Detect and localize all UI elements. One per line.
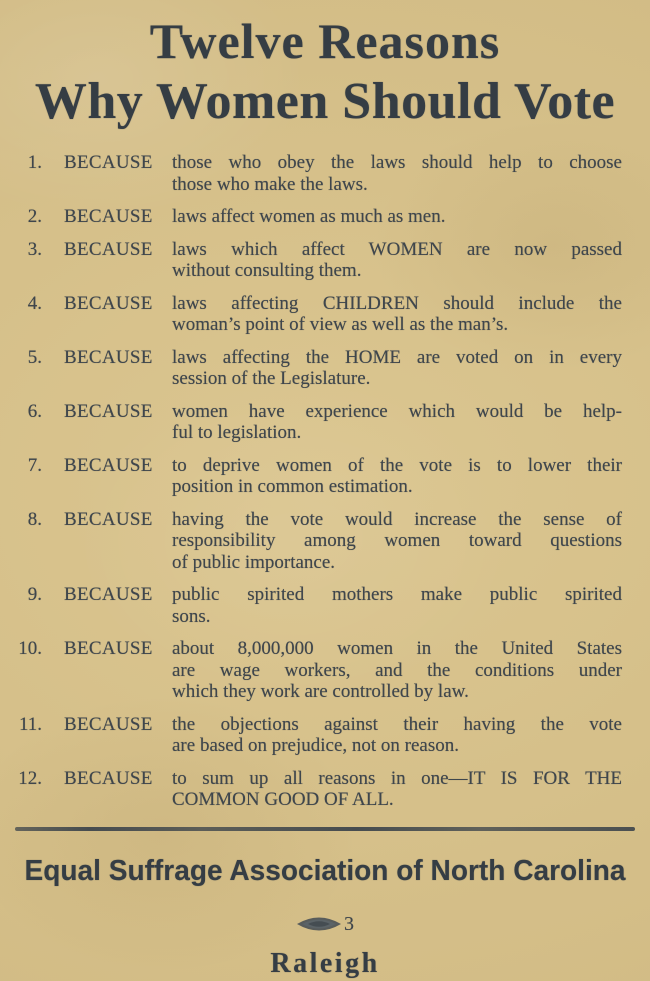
reason-text [172, 584, 622, 627]
reason-number: 12. [18, 767, 42, 789]
reason-row [6, 714, 622, 757]
reason-text-line: the objections against their having the vote [172, 713, 622, 735]
reason-keyword: BECAUSE [64, 454, 153, 476]
reason-row [6, 768, 622, 811]
reason-number: 6. [27, 400, 42, 422]
reason-number: 10. [18, 638, 42, 659]
reason-keyword: BECAUSE [64, 292, 153, 314]
reason-row [6, 638, 622, 703]
reason-keyword: BECAUSE [64, 584, 153, 605]
reason-text-line: having the vote would increase the sense of [172, 508, 622, 530]
reason-text-line: women have experience which would be help- [172, 400, 622, 422]
reason-text-line: woman’s point of view as well as the man’s. [172, 314, 509, 335]
reason-text-line: session of the Legislature. [172, 368, 371, 389]
reason-text [172, 347, 622, 390]
reason-row [6, 239, 622, 282]
reason-number: 11. [18, 713, 42, 735]
reason-text-line: sons. [172, 605, 211, 627]
organization-name: Equal Suffrage Association of North Carolina [24, 854, 626, 887]
reason-keyword: BECAUSE [64, 152, 153, 173]
reason-text-line: to sum up all reasons in one—IT IS FOR THE [172, 767, 622, 789]
reason-number: 1. [27, 152, 42, 173]
reason-number: 8. [27, 508, 42, 530]
reason-text-line: those who obey the laws should help to choose [172, 152, 622, 173]
reason-text [172, 509, 622, 574]
reason-text-line: of public importance. [172, 551, 336, 573]
reason-keyword: BECAUSE [64, 238, 153, 260]
reason-text-line: are wage workers, and the conditions under [172, 659, 622, 681]
reason-text-line: about 8,000,000 women in the United States [172, 638, 622, 659]
reason-row [6, 509, 622, 574]
reason-number: 7. [27, 454, 42, 476]
ornament-row [0, 914, 650, 934]
reason-row [6, 152, 622, 195]
reason-text [172, 401, 622, 444]
reason-keyword: BECAUSE [64, 638, 153, 659]
reason-keyword: BECAUSE [64, 508, 153, 530]
reason-text-line: those who make the laws. [172, 173, 368, 195]
reason-text-line: COMMON GOOD OF ALL. [172, 789, 394, 810]
reason-text [172, 152, 622, 195]
reason-number: 4. [27, 292, 42, 314]
reason-row [6, 584, 622, 627]
reason-text-line: laws affecting the HOME are voted on in every [172, 346, 622, 368]
reason-number: 2. [27, 206, 42, 227]
reason-number: 5. [27, 346, 42, 368]
reason-text-line: responsibility among women toward questions [172, 530, 622, 551]
reason-number: 9. [27, 584, 42, 605]
reason-text-line: public spirited mothers make public spirited [172, 584, 622, 605]
reason-text [172, 714, 622, 757]
reason-keyword: BECAUSE [64, 346, 153, 368]
lens-ornament-icon [296, 915, 342, 933]
reason-row [6, 206, 622, 228]
reason-text [172, 768, 622, 811]
reason-row [6, 293, 622, 336]
reason-text [172, 638, 622, 703]
reason-text [172, 293, 622, 336]
city-name: Raleigh [270, 947, 380, 979]
reason-row [6, 455, 622, 498]
reason-text-line: laws affecting CHILDREN should include the [172, 292, 622, 314]
reason-text [172, 206, 622, 228]
reason-text [172, 455, 622, 498]
page-title-line2: Why Women Should Vote [34, 73, 616, 130]
reason-number: 3. [27, 238, 42, 260]
reason-keyword: BECAUSE [64, 206, 153, 227]
reason-text-line: laws which affect WOMEN are now passed [172, 238, 622, 260]
reason-text-line: position in common estimation. [172, 476, 413, 497]
reason-text-line: to deprive women of the vote is to lower their [172, 454, 622, 476]
title-block [0, 10, 650, 132]
ornament-annotation: 3 [344, 912, 354, 935]
page-title-line1: Twelve Reasons [149, 13, 501, 69]
reasons-list [0, 148, 650, 811]
horizontal-rule [15, 827, 635, 831]
reason-row [6, 401, 622, 444]
reason-text-line: which they work are controlled by law. [172, 681, 469, 702]
reason-text-line: without consulting them. [172, 260, 362, 281]
reason-keyword: BECAUSE [64, 400, 153, 422]
reason-text-line: ful to legislation. [172, 422, 302, 443]
reason-text [172, 239, 622, 282]
reason-keyword: BECAUSE [64, 713, 153, 735]
reason-text-line: are based on prejudice, not on reason. [172, 735, 460, 756]
reason-row [6, 347, 622, 390]
reason-text-line: laws affect women as much as men. [172, 206, 446, 227]
reason-keyword: BECAUSE [64, 767, 153, 789]
